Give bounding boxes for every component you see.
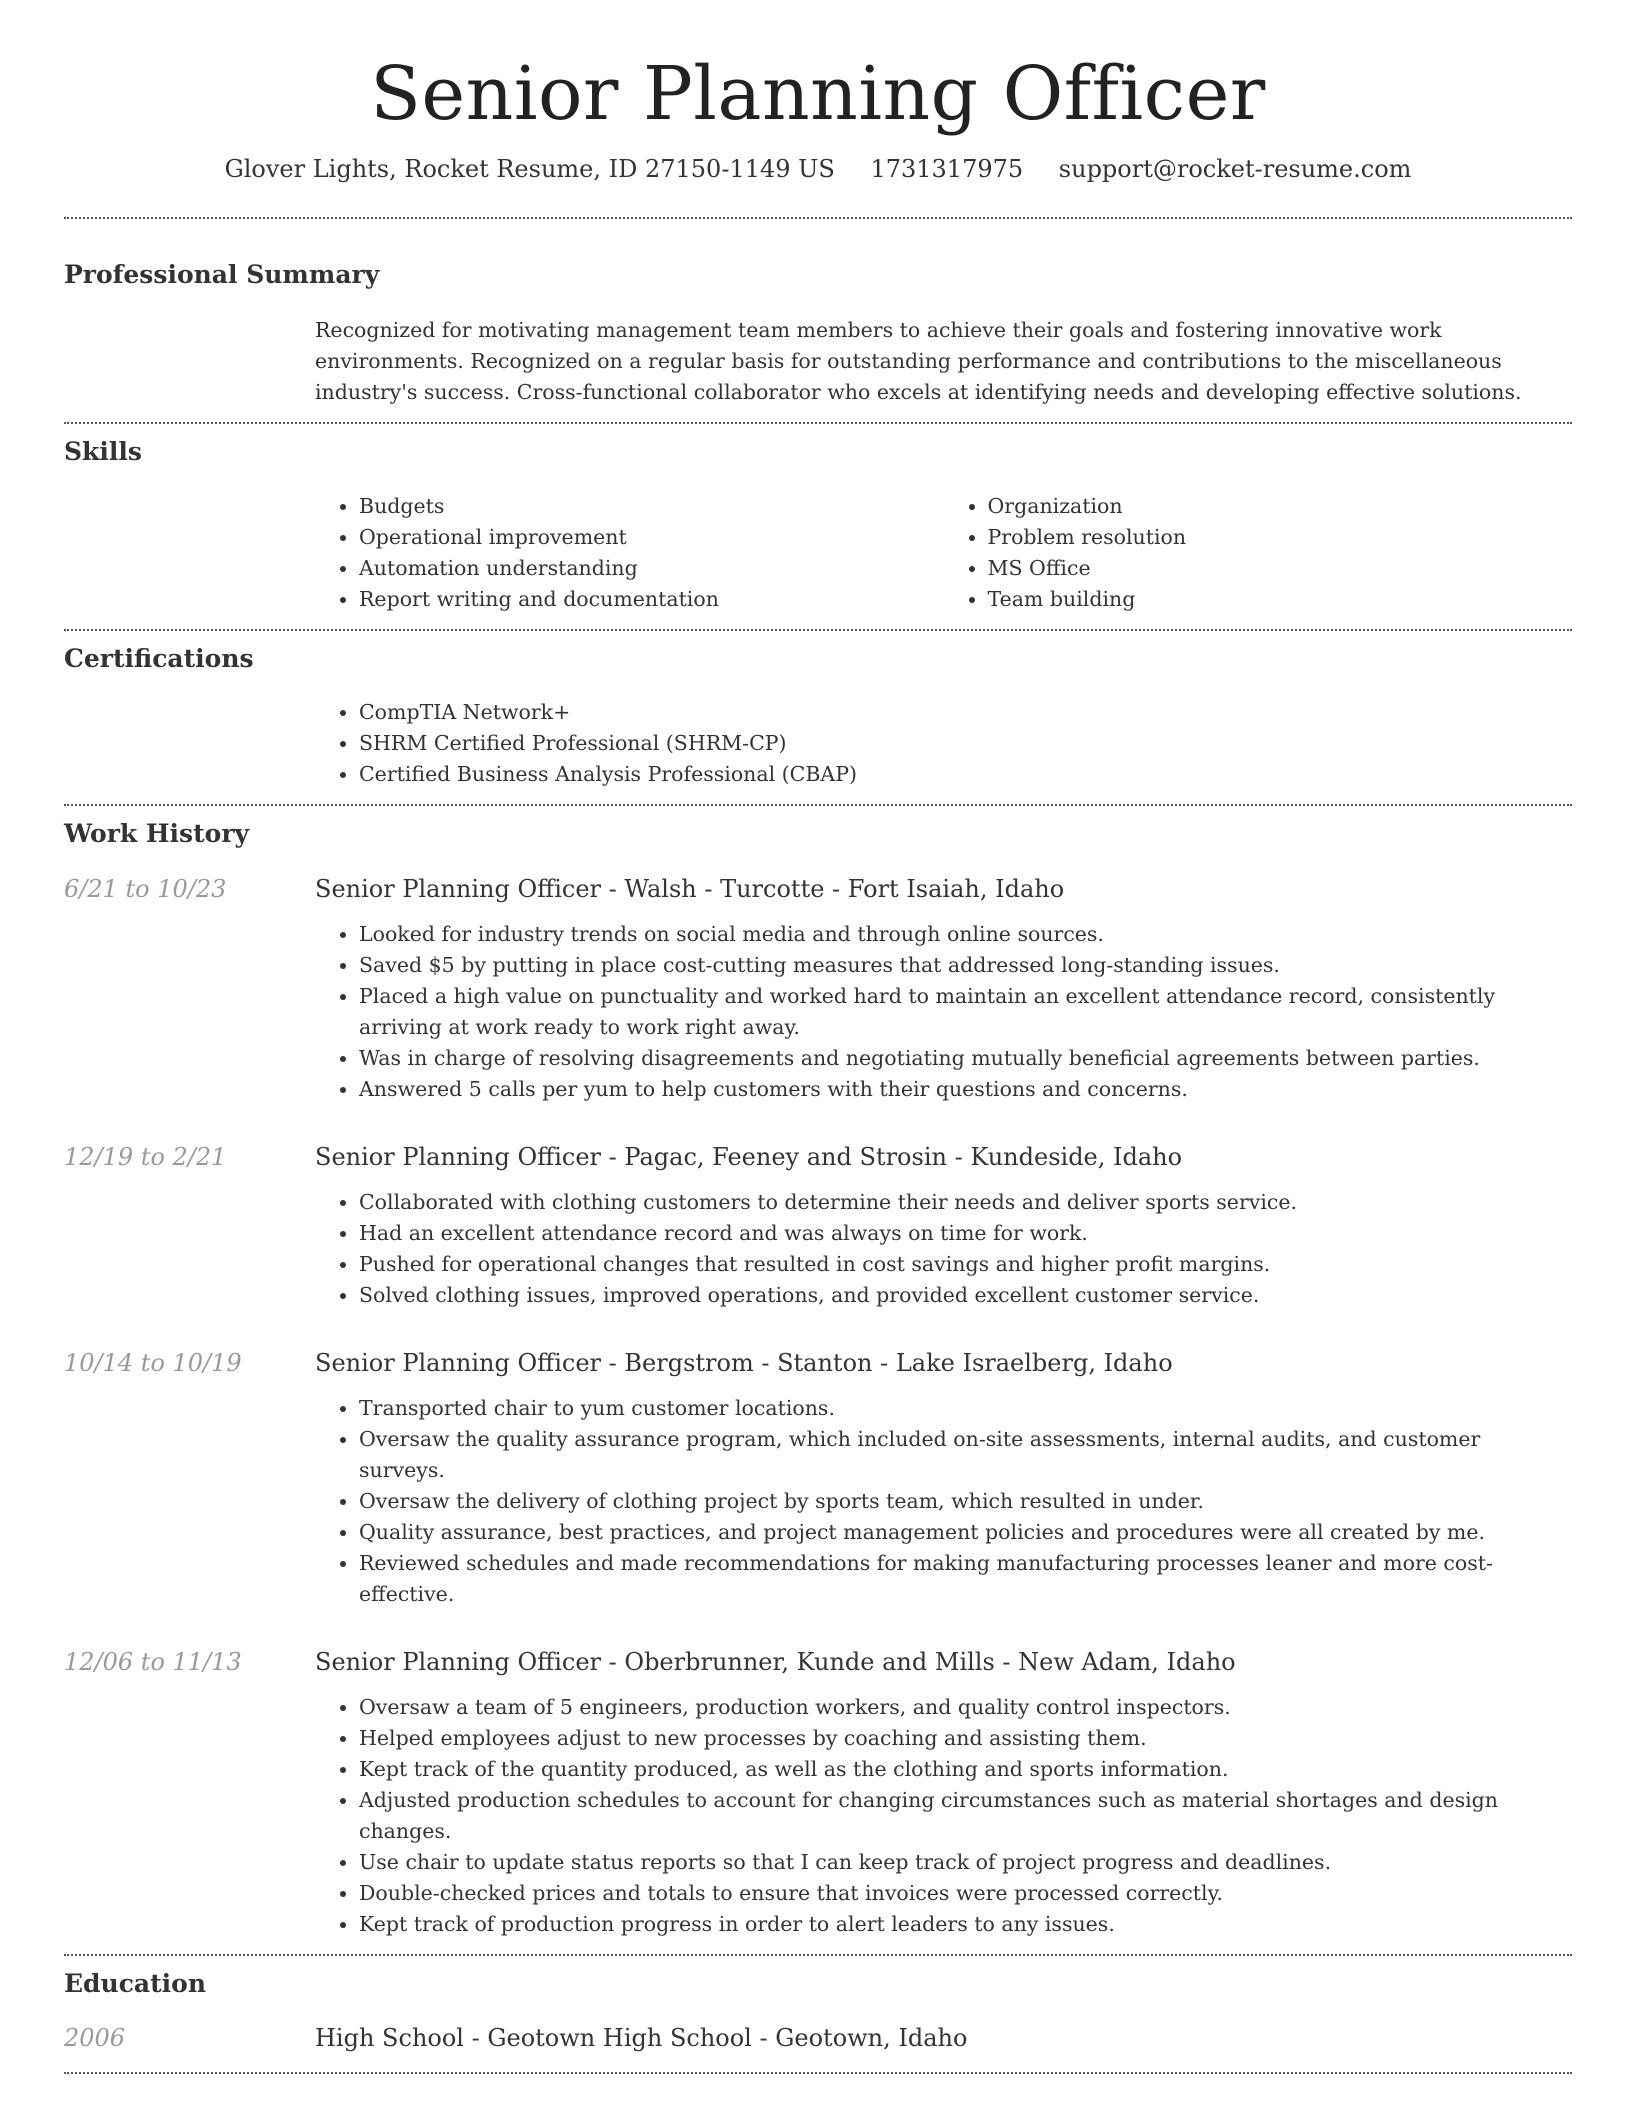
certification-item: • Certified Business Analysis Professional (CBAP) (359, 759, 1572, 790)
skill-item: • MS Office (988, 553, 1573, 584)
resume-page (64, 0, 1572, 2074)
work-history-title: Work History (64, 819, 250, 849)
job-entry (64, 1141, 1572, 1311)
job-bullets (315, 1393, 1572, 1610)
job-bullet: • Reviewed schedules and made recommendations for making manufacturing processes leaner and more cost-effective. (359, 1548, 1572, 1610)
education-body (315, 2022, 1572, 2054)
phone: 1731317975 (870, 154, 1024, 183)
education-title: Education (64, 1968, 207, 1998)
job-body (315, 1646, 1572, 1940)
job-bullet: • Oversaw a team of 5 engineers, production workers, and quality control inspectors. (359, 1692, 1572, 1723)
job-bullets (315, 1187, 1572, 1311)
job-bullet: • Saved $5 by putting in place cost-cutting measures that addressed long-standing issues. (359, 950, 1572, 981)
job-body (315, 873, 1572, 1105)
job-title: Senior Planning Officer - Oberbrunner, Kunde and Mills - New Adam, Idaho (315, 1647, 1236, 1676)
job-bullet: • Oversaw the quality assurance program, which included on-site assessments, internal audits, and customer surveys. (359, 1424, 1572, 1486)
job-entry (64, 1347, 1572, 1610)
skill-item: • Team building (988, 584, 1573, 615)
skills-section (64, 424, 1572, 629)
job-bullet: • Collaborated with clothing customers to determine their needs and deliver sports service. (359, 1187, 1572, 1218)
skill-item: • Organization (988, 491, 1573, 522)
job-entry (64, 873, 1572, 1105)
certification-item: • CompTIA Network+ (359, 697, 1572, 728)
job-bullet: • Kept track of the quantity produced, as well as the clothing and sports information. (359, 1754, 1572, 1785)
skill-item: • Operational improvement (359, 522, 944, 553)
summary-title: Professional Summary (64, 259, 380, 289)
summary-section (64, 219, 1572, 423)
job-bullet: • Use chair to update status reports so that I can keep track of project progress and deadlines. (359, 1847, 1572, 1878)
divider (64, 2072, 1572, 2074)
certifications-title: Certifications (64, 643, 254, 673)
summary-text: Recognized for motivating management team members to achieve their goals and fostering innovative work environments. Recognized on a regular basis for outstanding performance and contributions to the miscellaneous industry's success. Cross-functional collaborator who excels at identifying needs and developing effective solutions. (315, 318, 1522, 405)
job-title: Senior Planning Officer - Bergstrom - Stanton - Lake Israelberg, Idaho (315, 1348, 1173, 1377)
job-body (315, 1347, 1572, 1610)
skills-title: Skills (64, 437, 142, 467)
education-school: High School - Geotown High School - Geotown, Idaho (315, 2024, 968, 2053)
job-bullet: • Looked for industry trends on social media and through online sources. (359, 919, 1572, 950)
job-bullet: • Oversaw the delivery of clothing project by sports team, which resulted in under. (359, 1486, 1572, 1517)
resume-header (64, 0, 1572, 183)
job-dates: 6/21 to 10/23 (64, 874, 227, 903)
work-history-section (64, 806, 1572, 1954)
skill-item: • Budgets (359, 491, 944, 522)
job-bullet: • Was in charge of resolving disagreements and negotiating mutually beneficial agreements between parties. (359, 1043, 1572, 1074)
skill-item: • Problem resolution (988, 522, 1573, 553)
education-entry (64, 2022, 1572, 2072)
job-bullet: • Quality assurance, best practices, and project management policies and procedures were all created by me. (359, 1517, 1572, 1548)
job-entry (64, 1646, 1572, 1954)
job-bullet: • Solved clothing issues, improved operations, and provided excellent customer service. (359, 1280, 1572, 1311)
job-bullet: • Placed a high value on punctuality and worked hard to maintain an excellent attendance record, consistently arriving at work ready to work right away. (359, 981, 1572, 1043)
job-dates: 12/19 to 2/21 (64, 1142, 227, 1171)
job-bullet: • Had an excellent attendance record and was always on time for work. (359, 1218, 1572, 1249)
job-bullet: • Pushed for operational changes that resulted in cost savings and higher profit margins. (359, 1249, 1572, 1280)
job-bullet: • Transported chair to yum customer locations. (359, 1393, 1572, 1424)
job-title: Senior Planning Officer - Pagac, Feeney and Strosin - Kundeside, Idaho (315, 1142, 1183, 1171)
skill-item: • Report writing and documentation (359, 584, 944, 615)
skills-columns (315, 491, 1572, 629)
certifications-list (315, 697, 1572, 790)
job-title: Senior Planning Officer - Walsh - Turcotte - Fort Isaiah, Idaho (315, 874, 1065, 903)
contact-line (64, 155, 1572, 183)
address: Glover Lights, Rocket Resume, ID 27150-1149 US (224, 154, 835, 183)
skills-list-right (944, 491, 1573, 615)
job-body (315, 1141, 1572, 1311)
job-bullet: • Kept track of production progress in order to alert leaders to any issues. (359, 1909, 1572, 1940)
certifications-section (64, 631, 1572, 805)
certifications-content (315, 697, 1572, 804)
education-year: 2006 (64, 2024, 126, 2053)
job-bullets (315, 1692, 1572, 1940)
job-dates: 12/06 to 11/13 (64, 1647, 242, 1676)
education-section (64, 1956, 1572, 2073)
job-bullets (315, 919, 1572, 1105)
job-bullet: • Double-checked prices and totals to ensure that invoices were processed correctly. (359, 1878, 1572, 1909)
certification-item: • SHRM Certified Professional (SHRM-CP) (359, 728, 1572, 759)
job-bullet: • Helped employees adjust to new processes by coaching and assisting them. (359, 1723, 1572, 1754)
job-bullet: • Answered 5 calls per yum to help customers with their questions and concerns. (359, 1074, 1572, 1105)
job-bullet: • Adjusted production schedules to account for changing circumstances such as material shortages and design changes. (359, 1785, 1572, 1847)
candidate-name: Senior Planning Officer (370, 51, 1266, 137)
email: support@rocket-resume.com (1058, 154, 1412, 183)
skill-item: • Automation understanding (359, 553, 944, 584)
job-dates: 10/14 to 10/19 (64, 1348, 242, 1377)
skills-list-left (315, 491, 944, 615)
